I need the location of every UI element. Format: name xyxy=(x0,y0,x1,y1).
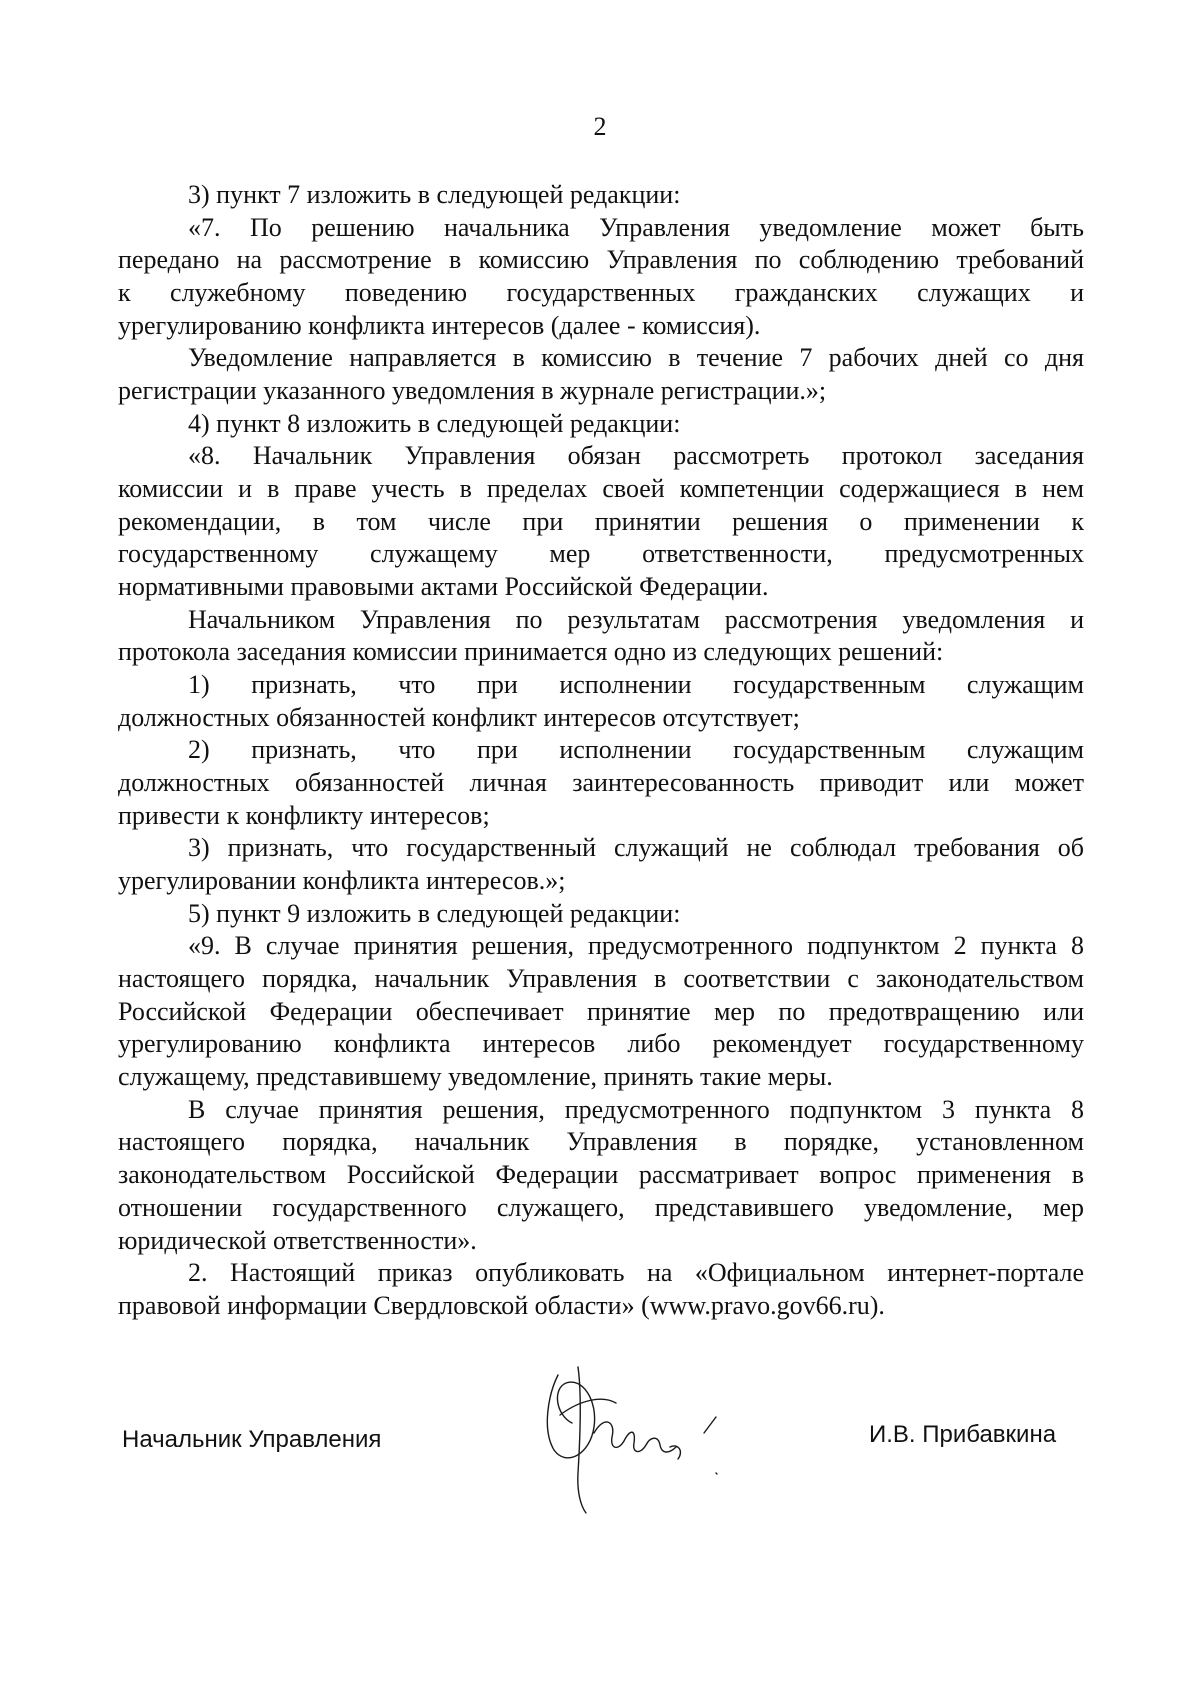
text-line: рекомендации, в том числе при принятии решения о применении к xyxy=(118,506,1084,536)
text-line: государственному служащему мер ответственности, предусмотренных xyxy=(118,539,1084,569)
text-line: 1) признать, что при исполнении государственным служащим xyxy=(188,670,1084,700)
text-line: нормативными правовыми актами Российской Федерации. xyxy=(118,572,769,602)
page-number: 2 xyxy=(593,112,607,141)
text-line: должностных обязанностей личная заинтересованность приводит или может xyxy=(118,768,1084,798)
text-line: 2) признать, что при исполнении государственным служащим xyxy=(188,735,1084,765)
handwritten-signature xyxy=(520,1355,740,1515)
text-line: 5) пункт 9 изложить в следующей редакции: xyxy=(188,898,681,928)
text-line: к служебному поведению государственных гражданских служащих и xyxy=(118,278,1084,308)
text-line: Уведомление направляется в комиссию в течение 7 рабочих дней со дня xyxy=(188,343,1084,373)
text-line: регистрации указанного уведомления в журнале регистрации.»; xyxy=(118,376,827,406)
signature-block xyxy=(0,1400,1200,1600)
text-line: урегулированию конфликта интересов либо рекомендует государственному xyxy=(118,1029,1084,1059)
text-line: «9. В случае принятия решения, предусмотренного подпунктом 2 пункта 8 xyxy=(188,931,1084,961)
text-line: комиссии и в праве учесть в пределах своей компетенции содержащиеся в нем xyxy=(118,474,1084,504)
signatory-name: И.В. Прибавкина xyxy=(869,1421,1057,1448)
text-line: настоящего порядка, начальник Управления в соответствии с законодательством xyxy=(118,964,1084,994)
text-line: 3) признать, что государственный служащий не соблюдал требования об xyxy=(188,833,1084,863)
text-line: отношении государственного служащего, представившего уведомление, мер xyxy=(118,1192,1084,1222)
text-line: протокола заседания комиссии принимается одно из следующих решений: xyxy=(118,637,944,667)
text-line: Российской Федерации обеспечивает принятие мер по предотвращению или xyxy=(118,996,1084,1026)
text-line: правовой информации Свердловской области» (www.pravo.gov66.ru). xyxy=(118,1290,885,1320)
text-line: 4) пункт 8 изложить в следующей редакции: xyxy=(188,408,681,438)
text-line: 3) пункт 7 изложить в следующей редакции: xyxy=(188,180,681,209)
text-line: В случае принятия решения, предусмотренного подпунктом 3 пункта 8 xyxy=(188,1094,1084,1124)
document-body xyxy=(118,179,1084,1323)
text-line: передано на рассмотрение в комиссию Управления по соблюдению требований xyxy=(118,245,1084,275)
text-line: Начальником Управления по результатам рассмотрения уведомления и xyxy=(188,604,1084,634)
text-line: привести к конфликту интересов; xyxy=(118,800,490,830)
text-line: 2. Настоящий приказ опубликовать на «Официальном интернет-портале xyxy=(188,1258,1084,1288)
text-line: должностных обязанностей конфликт интересов отсутствует; xyxy=(118,702,800,732)
text-line: «8. Начальник Управления обязан рассмотреть протокол заседания xyxy=(188,441,1084,471)
text-line: законодательством Российской Федерации рассматривает вопрос применения в xyxy=(118,1160,1084,1190)
signatory-position: Начальник Управления xyxy=(122,1426,382,1453)
text-line: служащему, представившему уведомление, принять такие меры. xyxy=(118,1062,833,1092)
text-line: урегулировании конфликта интересов.»; xyxy=(118,866,566,896)
text-line: «7. По решению начальника Управления уведомление может быть xyxy=(188,212,1084,242)
text-line: урегулированию конфликта интересов (далее - комиссия). xyxy=(118,310,761,340)
text-line: настоящего порядка, начальник Управления в порядке, установленном xyxy=(118,1127,1084,1157)
text-line: юридической ответственности». xyxy=(118,1225,477,1255)
